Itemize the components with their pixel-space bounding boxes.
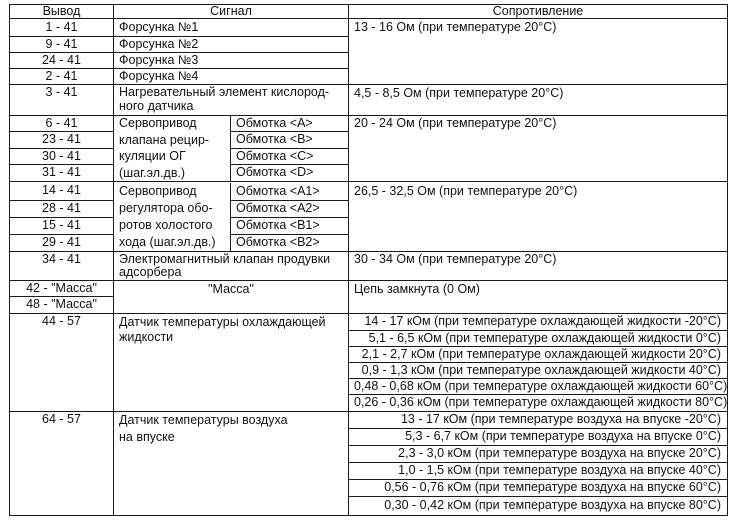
pin-egr-a: 6 - 41	[45, 116, 78, 130]
signal-air-line2: на впуске	[119, 430, 175, 444]
signal-injector-2: Форсунка №2	[119, 37, 199, 51]
pin-injector-4: 2 - 41	[45, 69, 78, 83]
pin-ground-42: 42 - "Масса"	[26, 281, 97, 295]
winding-idle-b2: Обмотка <B2>	[236, 235, 320, 249]
air-value-0: 5,3 - 6,7 кОм (при температуре воздуха на впуске 0°С)	[405, 429, 721, 443]
rule-pin-signal	[113, 4, 114, 516]
resistance-idle: 26,5 - 32,5 Ом (при температуре 20°С)	[354, 184, 578, 198]
rule-right	[727, 4, 728, 516]
signal-air-line1: Датчик температуры воздуха	[119, 413, 288, 427]
header-pin: Вывод	[42, 4, 81, 18]
pin-purge-valve: 34 - 41	[42, 252, 81, 266]
rule-air-5	[348, 496, 728, 497]
air-value-80: 0,30 - 0,42 кОм (при температуре воздуха на впуске 80°С)	[384, 498, 721, 512]
coolant-value-0: 5,1 - 6,5 кОм (при температуре охлаждающей жидкости 0°С)	[368, 331, 721, 345]
pin-idle-b1: 15 - 41	[42, 218, 81, 232]
signal-o2-heater-line1: Нагревательный элемент кислород-	[119, 85, 330, 99]
signal-coolant-line2: жидкости	[119, 330, 174, 344]
pin-idle-a2: 28 - 41	[42, 201, 81, 215]
air-value-20: 2,3 - 3,0 кОм (при температуре воздуха на впуске 20°С)	[398, 446, 721, 460]
coolant-value-20: 2,1 - 2,7 кОм (при температуре охлаждающей жидкости 20°С)	[361, 347, 721, 361]
pin-egr-d: 31 - 41	[42, 165, 81, 179]
rule-injectors-end	[9, 84, 728, 85]
rule-egr-end	[9, 181, 728, 182]
winding-idle-a1: Обмотка <A1>	[236, 184, 320, 198]
signal-o2-heater-line2: ного датчика	[119, 99, 194, 113]
pin-ground-48: 48 - "Масса"	[26, 297, 97, 311]
pin-egr-c: 30 - 41	[42, 149, 81, 163]
air-value-m20: 13 - 17 кОм (при температуре воздуха на впуске -20°С)	[400, 412, 721, 426]
pin-injector-3: 24 - 41	[42, 53, 81, 67]
pin-egr-b: 23 - 41	[42, 132, 81, 146]
rule-purge-end	[9, 280, 728, 281]
header-resistance: Сопротивление	[492, 4, 584, 18]
signal-egr-line3: куляции ОГ	[119, 149, 186, 163]
coolant-value-40: 0,9 - 1,3 кОм (при температуре охлаждающей жидкости 40°С)	[361, 363, 721, 377]
signal-purge-line2: адсорбера	[119, 265, 182, 279]
rule-bottom	[9, 515, 728, 516]
pin-coolant-sensor: 44 - 57	[42, 314, 81, 328]
pin-injector-1: 1 - 41	[45, 20, 78, 34]
winding-egr-c: Обмотка <C>	[236, 149, 314, 163]
signal-idle-line1: Сервопривод	[119, 184, 197, 198]
air-value-40: 1,0 - 1,5 кОм (при температуре воздуха на впуске 40°С)	[398, 463, 721, 477]
pin-o2-heater: 3 - 41	[45, 85, 78, 99]
signal-injector-1: Форсунка №1	[119, 20, 199, 34]
pin-injector-2: 9 - 41	[45, 37, 78, 51]
signal-idle-line2: регулятора обо-	[119, 201, 213, 215]
winding-idle-b1: Обмотка <B1>	[236, 218, 320, 232]
pin-idle-a1: 14 - 41	[42, 183, 81, 197]
signal-injector-4: Форсунка №4	[119, 69, 199, 83]
coolant-value-80: 0,26 - 0,36 кОм (при температуре охлаждающей жидкости 80°С)	[354, 395, 728, 409]
pin-intake-air-sensor: 64 - 57	[42, 412, 81, 426]
winding-egr-b: Обмотка <B>	[236, 132, 313, 146]
signal-ground: "Масса"	[208, 282, 254, 296]
winding-egr-a: Обмотка <A>	[236, 116, 313, 130]
winding-egr-d: Обмотка <D>	[236, 165, 314, 179]
resistance-ground: Цепь замкнута (0 Ом)	[354, 282, 480, 296]
resistance-o2-heater: 4,5 - 8,5 Ом (при температуре 20°С)	[354, 86, 564, 100]
signal-egr-line4: (шаг.эл.дв.)	[119, 166, 186, 180]
signal-injector-3: Форсунка №3	[119, 53, 199, 67]
air-value-60: 0,56 - 0,76 кОм (при температуре воздуха на впуске 60°С)	[384, 480, 721, 494]
resistance-purge-valve: 30 - 34 Ом (при температуре 20°С)	[354, 252, 557, 266]
signal-egr-line1: Сервопривод	[119, 116, 197, 130]
rule-signal-resistance	[348, 4, 349, 516]
coolant-value-m20: 14 - 17 кОм (при температуре охлаждающей жидкости -20°С)	[364, 314, 721, 328]
signal-idle-line3: ротов холостого	[119, 218, 213, 232]
signal-idle-line4: хода (шаг.эл.дв.)	[119, 235, 216, 249]
signal-egr-line2: клапана рецир-	[119, 133, 210, 147]
signal-coolant-line1: Датчик температуры охлаждающей	[119, 315, 326, 329]
pin-idle-b2: 29 - 41	[42, 235, 81, 249]
winding-idle-a2: Обмотка <A2>	[236, 201, 320, 215]
resistance-injectors: 13 - 16 Ом (при температуре 20°С)	[354, 20, 557, 34]
coolant-value-60: 0,48 - 0,68 кОм (при температуре охлаждающей жидкости 60°С)	[354, 379, 728, 393]
header-signal: Сигнал	[210, 4, 252, 18]
signal-purge-line1: Электромагнитный клапан продувки	[119, 252, 331, 266]
resistance-egr: 20 - 24 Ом (при температуре 20°С)	[354, 116, 557, 130]
